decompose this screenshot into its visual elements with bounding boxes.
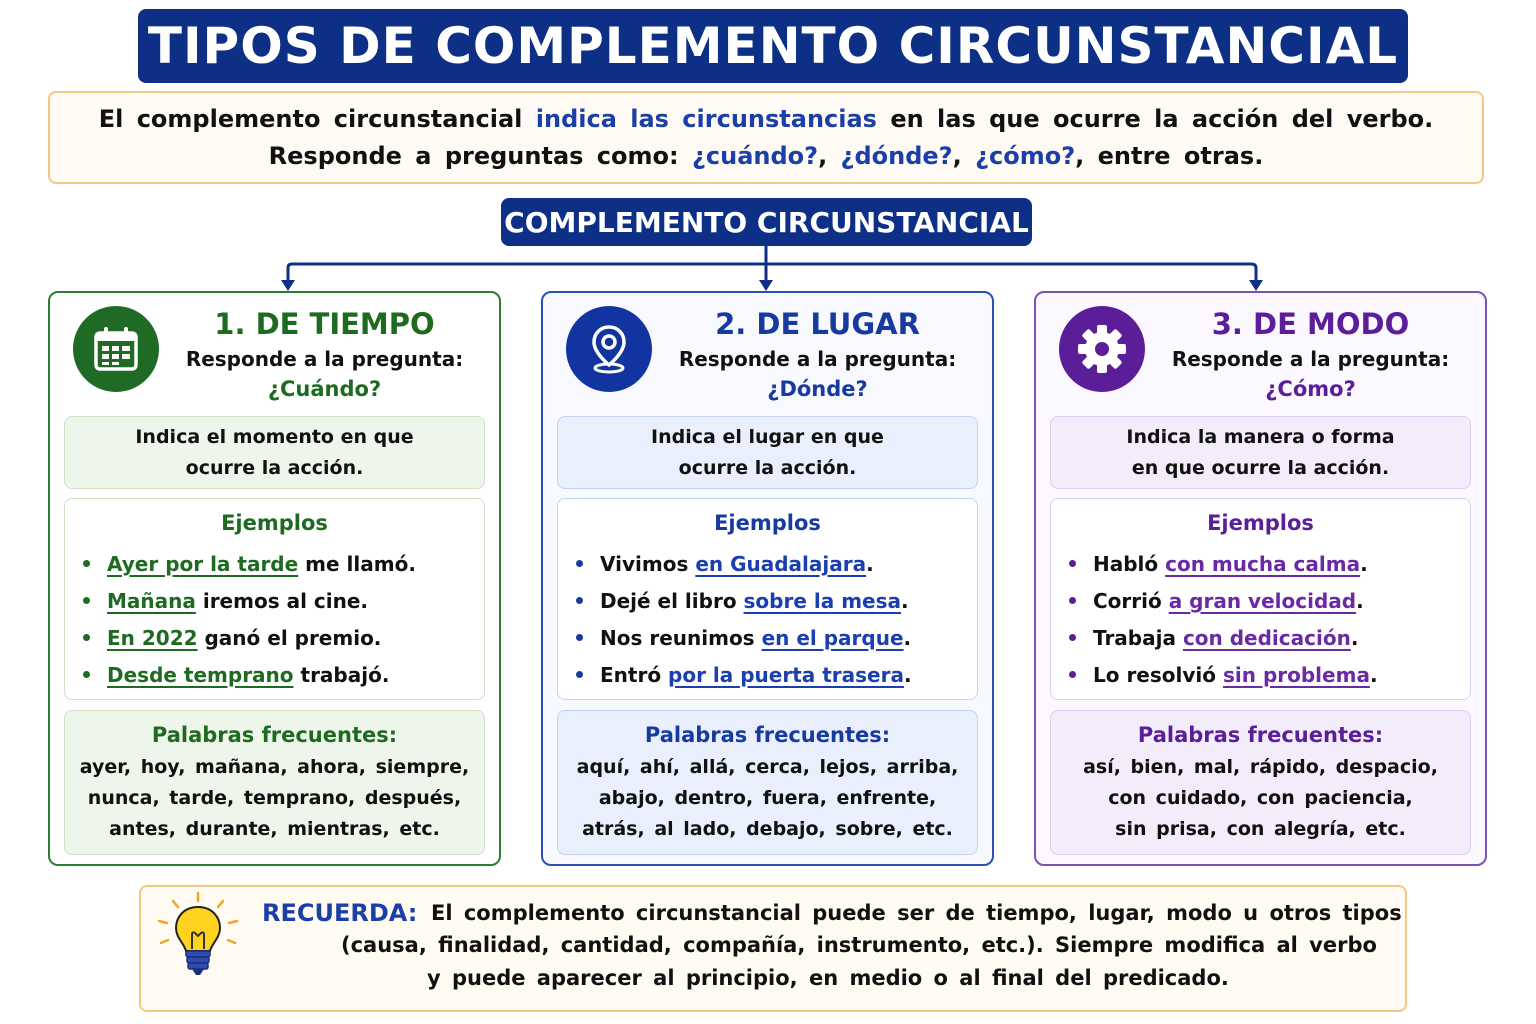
definition-line: ocurre la acción. bbox=[678, 456, 857, 479]
example-highlight: sin problema bbox=[1222, 662, 1370, 687]
frequent-words-line: nunca, tarde, temprano, después, bbox=[87, 787, 462, 809]
examples-list bbox=[1051, 545, 1470, 693]
examples-title: Ejemplos bbox=[1207, 511, 1314, 535]
list-item: Ayer por la tarde me llamó. bbox=[83, 545, 484, 582]
bullet-dot bbox=[1069, 560, 1076, 567]
intro-comma: , bbox=[818, 142, 828, 170]
example-highlight: Mañana bbox=[107, 588, 196, 613]
list-item: Desde temprano trabajó. bbox=[83, 656, 484, 693]
frequent-words-line: aquí, ahí, allá, cerca, lejos, arriba, bbox=[576, 756, 959, 778]
bullet-dot bbox=[576, 597, 583, 604]
examples-box bbox=[1050, 498, 1471, 700]
definition-line: en que ocurre la acción. bbox=[1131, 456, 1390, 479]
frequent-words-line: con cuidado, con paciencia, bbox=[1108, 787, 1413, 809]
intro-text: Responde a preguntas como: bbox=[268, 142, 679, 170]
recuerda-line-2: (causa, finalidad, cantidad, compañía, instrumento, etc.). Siempre modifica al verbo bbox=[341, 933, 1377, 957]
intro-comma: , bbox=[952, 142, 962, 170]
frequent-words-line: así, bien, mal, rápido, despacio, bbox=[1083, 756, 1438, 778]
bullet-dot bbox=[1069, 634, 1076, 641]
frequent-words-line: antes, durante, mientras, etc. bbox=[109, 818, 440, 840]
question-value: ¿Dónde? bbox=[767, 377, 868, 401]
calendar-icon bbox=[73, 306, 159, 392]
card-modo bbox=[1034, 291, 1487, 866]
bullet-dot bbox=[576, 671, 583, 678]
question-label: Responde a la pregunta: bbox=[1171, 347, 1450, 371]
example-highlight: por la puerta trasera bbox=[668, 662, 904, 687]
intro-question-como: ¿cómo? bbox=[975, 142, 1076, 170]
examples-title: Ejemplos bbox=[221, 511, 328, 535]
list-item: Dejé el libro sobre la mesa . bbox=[576, 582, 977, 619]
list-item: En 2022 ganó el premio. bbox=[83, 619, 484, 656]
definition-box bbox=[1050, 416, 1471, 489]
example-highlight: con mucha calma bbox=[1165, 551, 1361, 576]
definition-line: Indica el lugar en que bbox=[651, 425, 884, 448]
example-highlight: En 2022 bbox=[107, 625, 198, 650]
arrowhead-center bbox=[759, 280, 773, 291]
frequent-words-title: Palabras frecuentes: bbox=[644, 723, 891, 747]
card-lugar bbox=[541, 291, 994, 866]
bullet-dot bbox=[83, 560, 90, 567]
central-node-label: COMPLEMENTO CIRCUNSTANCIAL bbox=[504, 205, 1029, 239]
question-value: ¿Cuándo? bbox=[267, 377, 382, 401]
bullet-dot bbox=[83, 597, 90, 604]
frequent-words-box bbox=[1050, 710, 1471, 855]
question-value: ¿Cómo? bbox=[1265, 377, 1356, 401]
examples-title: Ejemplos bbox=[714, 511, 821, 535]
list-item: Mañana iremos al cine. bbox=[83, 582, 484, 619]
definition-box bbox=[64, 416, 485, 489]
bullet-dot bbox=[83, 671, 90, 678]
bullet-dot bbox=[1069, 597, 1076, 604]
list-item: Nos reunimos en el parque . bbox=[576, 619, 977, 656]
definition-line: Indica la manera o forma bbox=[1126, 425, 1395, 448]
card-title: 1. DE TIEMPO bbox=[214, 307, 435, 341]
bullet-dot bbox=[576, 560, 583, 567]
example-highlight: en Guadalajara bbox=[695, 551, 867, 576]
bullet-dot bbox=[83, 634, 90, 641]
intro-text: , entre otras. bbox=[1075, 142, 1264, 170]
example-highlight: con dedicación bbox=[1182, 625, 1351, 650]
recuerda-line-3: y puede aparecer al principio, en medio o al final del predicado. bbox=[427, 966, 1229, 990]
examples-list bbox=[558, 545, 977, 693]
frequent-words-title: Palabras frecuentes: bbox=[151, 723, 398, 747]
arrowhead-left bbox=[281, 280, 295, 291]
recuerda-line-1: El complemento circunstancial puede ser de tiempo, lugar, modo u otros tipos bbox=[431, 901, 1402, 925]
list-item: Lo resolvió sin problema . bbox=[1069, 656, 1470, 693]
frequent-words-line: abajo, dentro, fuera, enfrente, bbox=[598, 787, 937, 809]
example-highlight: sobre la mesa bbox=[743, 588, 902, 613]
location-pin-icon bbox=[566, 306, 652, 392]
intro-question-cuando: ¿cuándo? bbox=[691, 142, 819, 170]
recuerda-label: RECUERDA: bbox=[262, 899, 418, 927]
definition-line: ocurre la acción. bbox=[185, 456, 364, 479]
card-title: 2. DE LUGAR bbox=[715, 307, 920, 341]
intro-question-donde: ¿dónde? bbox=[840, 142, 953, 170]
list-item: Vivimos en Guadalajara . bbox=[576, 545, 977, 582]
connector-line-horizontal bbox=[288, 264, 1256, 282]
example-highlight: en el parque bbox=[761, 625, 904, 650]
frequent-words-title: Palabras frecuentes: bbox=[1137, 723, 1384, 747]
bullet-dot bbox=[576, 634, 583, 641]
card-title: 3. DE MODO bbox=[1211, 307, 1410, 341]
question-label: Responde a la pregunta: bbox=[185, 347, 464, 371]
example-highlight: Desde temprano bbox=[107, 662, 294, 687]
frequent-words-box bbox=[557, 710, 978, 855]
examples-box bbox=[557, 498, 978, 700]
frequent-words-line: atrás, al lado, debajo, sobre, etc. bbox=[582, 818, 953, 840]
list-item: Habló con mucha calma . bbox=[1069, 545, 1470, 582]
examples-box bbox=[64, 498, 485, 700]
gear-icon bbox=[1059, 306, 1145, 392]
card-tiempo bbox=[48, 291, 501, 866]
examples-list bbox=[65, 545, 484, 693]
arrowhead-right bbox=[1249, 280, 1263, 291]
lightbulb-icon bbox=[155, 891, 241, 987]
frequent-words-line: sin prisa, con alegría, etc. bbox=[1115, 818, 1406, 840]
frequent-words-line: ayer, hoy, mañana, ahora, siempre, bbox=[79, 756, 470, 778]
recuerda-box bbox=[139, 885, 1407, 1012]
definition-line: Indica el momento en que bbox=[135, 425, 414, 448]
list-item: Trabaja con dedicación . bbox=[1069, 619, 1470, 656]
bullet-dot bbox=[1069, 671, 1076, 678]
intro-highlight: indica las circunstancias bbox=[535, 105, 877, 133]
intro-text: en las que ocurre la acción del verbo. bbox=[890, 105, 1434, 133]
list-item: Entró por la puerta trasera . bbox=[576, 656, 977, 693]
page-title: TIPOS DE COMPLEMENTO CIRCUNSTANCIAL bbox=[147, 17, 1399, 75]
list-item: Corrió a gran velocidad . bbox=[1069, 582, 1470, 619]
definition-box bbox=[557, 416, 978, 489]
intro-text: El complemento circunstancial bbox=[98, 105, 523, 133]
connector-arrows bbox=[0, 0, 1536, 300]
example-highlight: a gran velocidad bbox=[1168, 588, 1357, 613]
example-highlight: Ayer por la tarde bbox=[107, 551, 299, 576]
question-label: Responde a la pregunta: bbox=[678, 347, 957, 371]
frequent-words-box bbox=[64, 710, 485, 855]
